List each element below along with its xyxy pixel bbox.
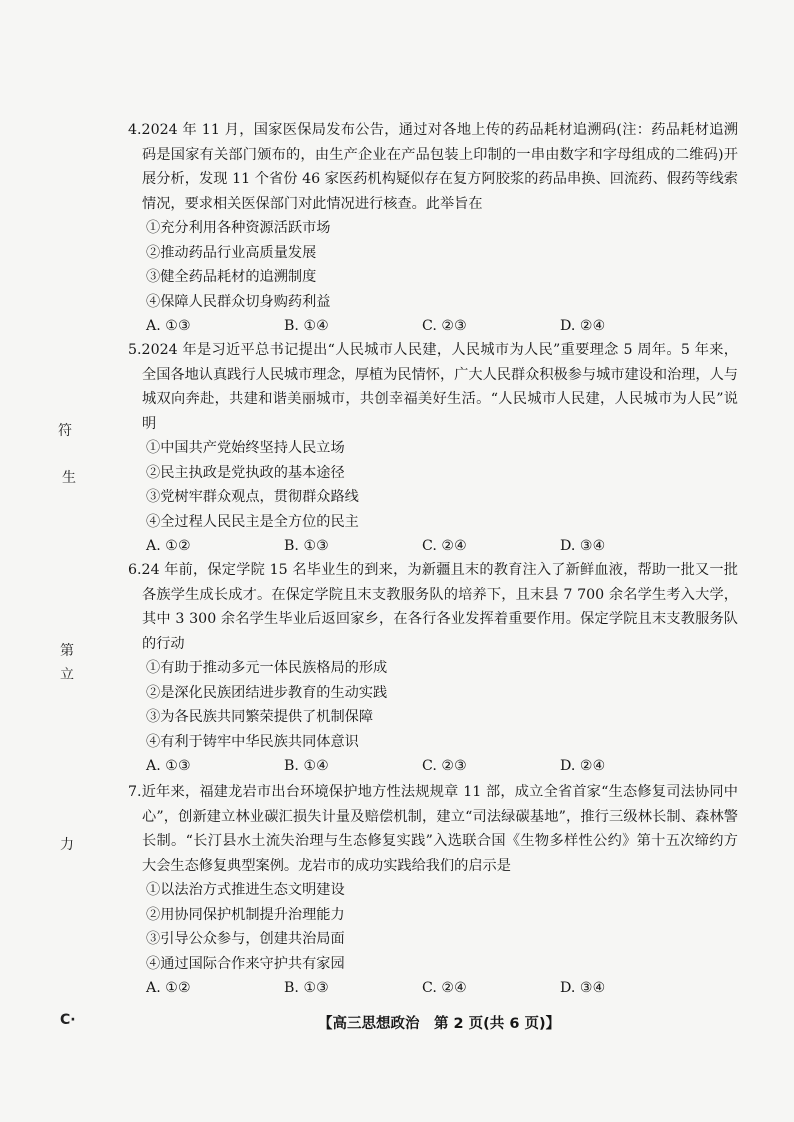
choice-d: D. ②④ <box>560 318 606 334</box>
choice-a: A. ①② <box>146 980 191 996</box>
option: ①以法治方式推进生态文明建设 <box>146 882 345 898</box>
choice-a: A. ①③ <box>146 758 191 774</box>
choice-c: C. ②③ <box>422 758 467 774</box>
answer-choices <box>146 976 738 1001</box>
question-stem: 5.2024 年是习近平总书记提出“人民城市人民建，人民城市为人民”重要理念 5 周年。5 年来，全国各地认真践行人民城市理念，厚植为民情怀，广大人民群众积极参与城市建设和治理，人与城双向奔赴，共建和谐美丽城市，共创幸福美好生活。“人民城市人民建，人民城市为人民”说明 <box>128 342 738 432</box>
option: ④有利于铸牢中华民族共同体意识 <box>146 733 359 750</box>
choice-b: B. ①④ <box>284 318 329 334</box>
option: ③为各民族共同繁荣提供了机制保障 <box>146 709 374 725</box>
margin-fragment: C· <box>60 1012 76 1028</box>
answer-choices <box>146 754 738 779</box>
option: ③党树牢群众观点，贯彻群众路线 <box>146 489 359 505</box>
option: ②是深化民族团结进步教育的生动实践 <box>146 684 388 701</box>
answer-choices <box>146 534 738 559</box>
margin-fragment: 生 <box>62 470 76 486</box>
margin-fragment: 第 <box>60 643 74 659</box>
question-stem: 4.2024 年 11 月，国家医保局发布公告，通过对各地上传的药品耗材追溯码(注：药品耗材追溯码是国家有关部门颁布的，由生产企业在产品包装上印制的一串由数字和字母组成的二维码)开展分析，发现 11 个省份 46 家医药机构疑似存在复方阿胶浆的药品串换、回流药、假药等线索情况，要求相关医保部门对此情况进行核查。此举旨在 <box>128 122 738 212</box>
choice-d: D. ③④ <box>560 538 606 554</box>
choice-c: C. ②④ <box>422 538 467 554</box>
option: ①充分利用各种资源活跃市场 <box>146 220 331 236</box>
choice-c: C. ②③ <box>422 318 467 334</box>
question-7 <box>128 780 738 1001</box>
choice-d: D. ③④ <box>560 980 606 996</box>
option: ②用协同保护机制提升治理能力 <box>146 906 345 923</box>
margin-fragment: 符 <box>58 423 72 439</box>
option: ①中国共产党始终坚持人民立场 <box>146 440 345 456</box>
question-6 <box>128 558 738 779</box>
option: ④全过程人民民主是全方位的民主 <box>146 513 359 530</box>
option: ③健全药品耗材的追溯制度 <box>146 269 317 285</box>
question-5 <box>128 338 738 559</box>
question-stem: 6.24 年前，保定学院 15 名毕业生的到来，为新疆且末的教育注入了新鲜血液，帮助一批又一批各族学生成长成才。在保定学院且末支教服务队的培养下，且末县 7 700 余名学生考入大学，其中 3 300 余名学生毕业后返回家乡，在各行各业发挥着重要作用。保定学院且末支教服务队的行动 <box>128 562 738 652</box>
option: ①有助于推动多元一体民族格局的形成 <box>146 660 388 676</box>
choice-a: A. ①③ <box>146 318 191 334</box>
question-4 <box>128 118 738 339</box>
option: ④保障人民群众切身购药利益 <box>146 293 331 310</box>
page-footer: 【高三思想政治 第 2 页(共 6 页)】 <box>318 1016 561 1032</box>
option: ③引导公众参与，创建共治局面 <box>146 931 345 947</box>
option: ④通过国际合作来守护共有家园 <box>146 955 345 972</box>
option: ②推动药品行业高质量发展 <box>146 244 317 261</box>
option: ②民主执政是党执政的基本途径 <box>146 464 345 481</box>
choice-b: B. ①③ <box>284 538 329 554</box>
margin-fragment: 立 <box>60 667 74 683</box>
question-stem: 7.近年来，福建龙岩市出台环境保护地方性法规规章 11 部，成立全省首家“生态修复司法协同中心”，创新建立林业碳汇损失计量及赔偿机制，建立“司法绿碳基地”，推行三级林长制、森林警长制。“长汀县水土流失治理与生态修复实践”入选联合国《生物多样性公约》第十五次缔约方大会生态修复典型案例。龙岩市的成功实践给我们的启示是 <box>128 784 738 874</box>
choice-b: B. ①③ <box>284 980 329 996</box>
choice-a: A. ①② <box>146 538 191 554</box>
choice-d: D. ②④ <box>560 758 606 774</box>
answer-choices <box>146 314 738 339</box>
margin-fragment: 力 <box>60 837 74 853</box>
choice-c: C. ②④ <box>422 980 467 996</box>
choice-b: B. ①④ <box>284 758 329 774</box>
